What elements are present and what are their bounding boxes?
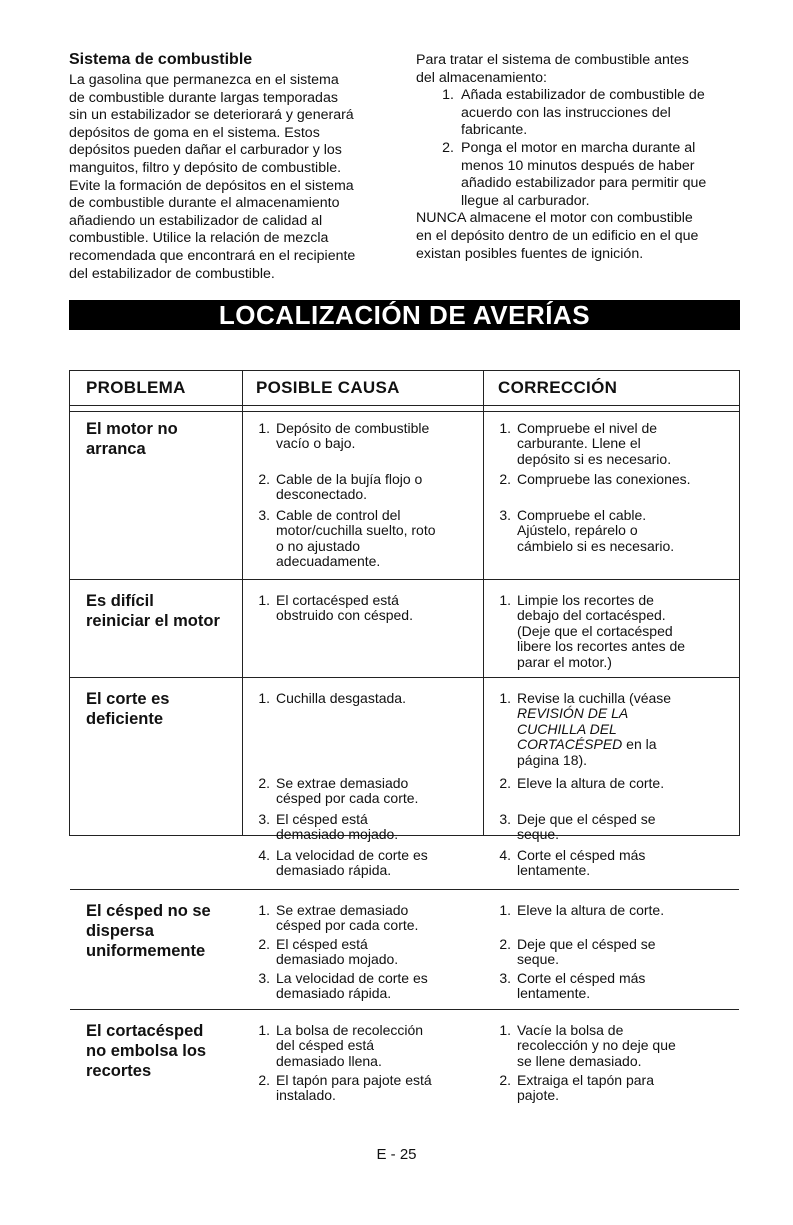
fix-number: 1.	[499, 902, 511, 918]
fix-number: 1.	[499, 1022, 511, 1038]
fix-text-end: página 18).	[517, 751, 588, 768]
fix-text-middle: en la	[622, 736, 657, 753]
fix-number: 3.	[499, 507, 511, 523]
fix-text: Eleve la altura de corte.	[517, 902, 665, 918]
cause-number: 1.	[258, 1022, 270, 1038]
fix-number: 3.	[499, 970, 511, 986]
cause-text: El cortacésped está obstruido con césped.	[276, 592, 413, 624]
fix-number: 1.	[499, 592, 511, 608]
header-divider	[70, 405, 739, 406]
cause-text: La bolsa de recolección del césped está demasiado llena.	[276, 1022, 424, 1069]
cause-text: Cable de control del motor/cuchilla suelto, roto o no ajustado adecuadamente.	[276, 507, 436, 570]
header-divider	[70, 411, 739, 412]
fix-text: Extraiga el tapón para pajote.	[517, 1072, 654, 1104]
cause-text: Cuchilla desgastada.	[276, 690, 406, 706]
row-divider	[70, 579, 739, 580]
fix-number: 2.	[499, 471, 511, 487]
storage-step	[416, 140, 746, 210]
step-text: Añada estabilizador de combustible de acuerdo con las instrucciones del fabricante.	[461, 87, 705, 139]
cause-text: Se extrae demasiado césped por cada corte.	[276, 775, 419, 807]
fix-text: Deje que el césped se seque.	[517, 811, 656, 843]
fix-text-start: Revise la cuchilla (véase	[517, 690, 672, 706]
row-divider	[70, 677, 739, 678]
fuel-system-section	[69, 50, 399, 283]
header-problem: PROBLEMA	[86, 378, 186, 397]
fix-number: 2.	[499, 936, 511, 952]
cause-text: Depósito de combustible vacío o bajo.	[276, 420, 430, 452]
fix-number: 4.	[499, 847, 511, 863]
cause-number: 4.	[258, 847, 270, 863]
cause-text: La velocidad de corte es demasiado rápida.	[276, 847, 428, 879]
fix-text: Compruebe el nivel de carburante. Llene el depósito si es necesario.	[517, 420, 672, 467]
row-divider	[70, 1009, 739, 1010]
fix-text: Deje que el césped se seque.	[517, 936, 656, 968]
problem-label: El motor no arranca	[86, 420, 178, 458]
cause-number: 1.	[258, 902, 270, 918]
cause-number: 1.	[258, 420, 270, 436]
fuel-system-body: La gasolina que permanezca en el sistema de combustible durante largas temporadas sin un estabilizador se deteriorará y generará depósitos de goma en el sistema. Estos depósitos pueden dañar el carburador y los manguitos, filtro y depósito de combustible. Evite la formación de depósitos en el sistema de combustible durante el almacenamiento añadiendo un estabilizador de calidad al combustible. Utilice la relación de mezcla recomendada que encontrará en el recipiente del estabilizador de combustible.	[69, 72, 356, 282]
problem-label: El corte es deficiente	[86, 690, 170, 728]
cause-text: El césped está demasiado mojado.	[276, 811, 399, 843]
cause-number: 2.	[258, 1072, 270, 1088]
fix-text: Corte el césped más lentamente.	[517, 847, 646, 879]
fix-text	[517, 691, 742, 768]
fix-text: Limpie los recortes de debajo del cortacésped. (Deje que el cortacésped libere los recortes antes de parar el motor.)	[517, 592, 686, 670]
cause-number: 3.	[258, 507, 270, 523]
cause-number: 1.	[258, 690, 270, 706]
fix-text: Compruebe las conexiones.	[517, 471, 691, 487]
cause-number: 2.	[258, 936, 270, 952]
storage-intro: Para tratar el sistema de combustible antes del almacenamiento:	[416, 52, 689, 86]
fuel-system-title: Sistema de combustible	[69, 51, 253, 68]
problem-label: Es difícil reiniciar el motor	[86, 592, 220, 630]
cause-number: 3.	[258, 811, 270, 827]
step-number: 2.	[442, 139, 454, 156]
cause-number: 1.	[258, 592, 270, 608]
storage-step	[416, 87, 746, 140]
header-correction: CORRECCIÓN	[498, 378, 618, 397]
storage-warning: NUNCA almacene el motor con combustible en el depósito dentro de un edificio en el que existan posibles fuentes de ignición.	[416, 210, 699, 262]
fix-text: Vacíe la bolsa de recolección y no deje que se llene demasiado.	[517, 1022, 676, 1069]
fix-number: 2.	[499, 775, 511, 791]
fix-number: 2.	[499, 1072, 511, 1088]
troubleshooting-table	[69, 370, 740, 1104]
fix-number: 1.	[499, 690, 511, 706]
fix-item	[483, 691, 738, 771]
cause-number: 3.	[258, 970, 270, 986]
problem-label: El césped no se dispersa uniformemente	[86, 902, 211, 960]
cause-text: La velocidad de corte es demasiado rápida.	[276, 970, 428, 1002]
fix-number: 1.	[499, 420, 511, 436]
header-cause: POSIBLE CAUSA	[256, 378, 400, 397]
step-text: Ponga el motor en marcha durante al menos 10 minutos después de haber añadido estabilizador para permitir que llegue al carburador.	[461, 139, 707, 209]
problem-label: El cortacésped no embolsa los recortes	[86, 1022, 207, 1080]
fix-text: Compruebe el cable. Ajústelo, repárelo o cámbielo si es necesario.	[517, 507, 675, 554]
step-number: 1.	[442, 87, 454, 104]
fix-text: Eleve la altura de corte.	[517, 775, 665, 791]
fix-text: Corte el césped más lentamente.	[517, 970, 646, 1002]
cause-text: El césped está demasiado mojado.	[276, 936, 399, 968]
row-divider	[70, 889, 739, 890]
cause-text: Se extrae demasiado césped por cada corte.	[276, 902, 419, 934]
cause-number: 2.	[258, 775, 270, 791]
cause-number: 2.	[258, 471, 270, 487]
storage-section	[416, 52, 746, 263]
cause-text: El tapón para pajote está instalado.	[276, 1072, 432, 1104]
storage-steps	[416, 87, 746, 210]
fix-text-reference: REVISIÓN DE LA CUCHILLA DEL CORTACÉSPED	[517, 705, 629, 753]
fix-number: 3.	[499, 811, 511, 827]
troubleshooting-banner: LOCALIZACIÓN DE AVERÍAS	[69, 300, 740, 330]
page-number: E - 25	[376, 1146, 417, 1163]
cause-text: Cable de la bujía flojo o desconectado.	[276, 471, 423, 503]
